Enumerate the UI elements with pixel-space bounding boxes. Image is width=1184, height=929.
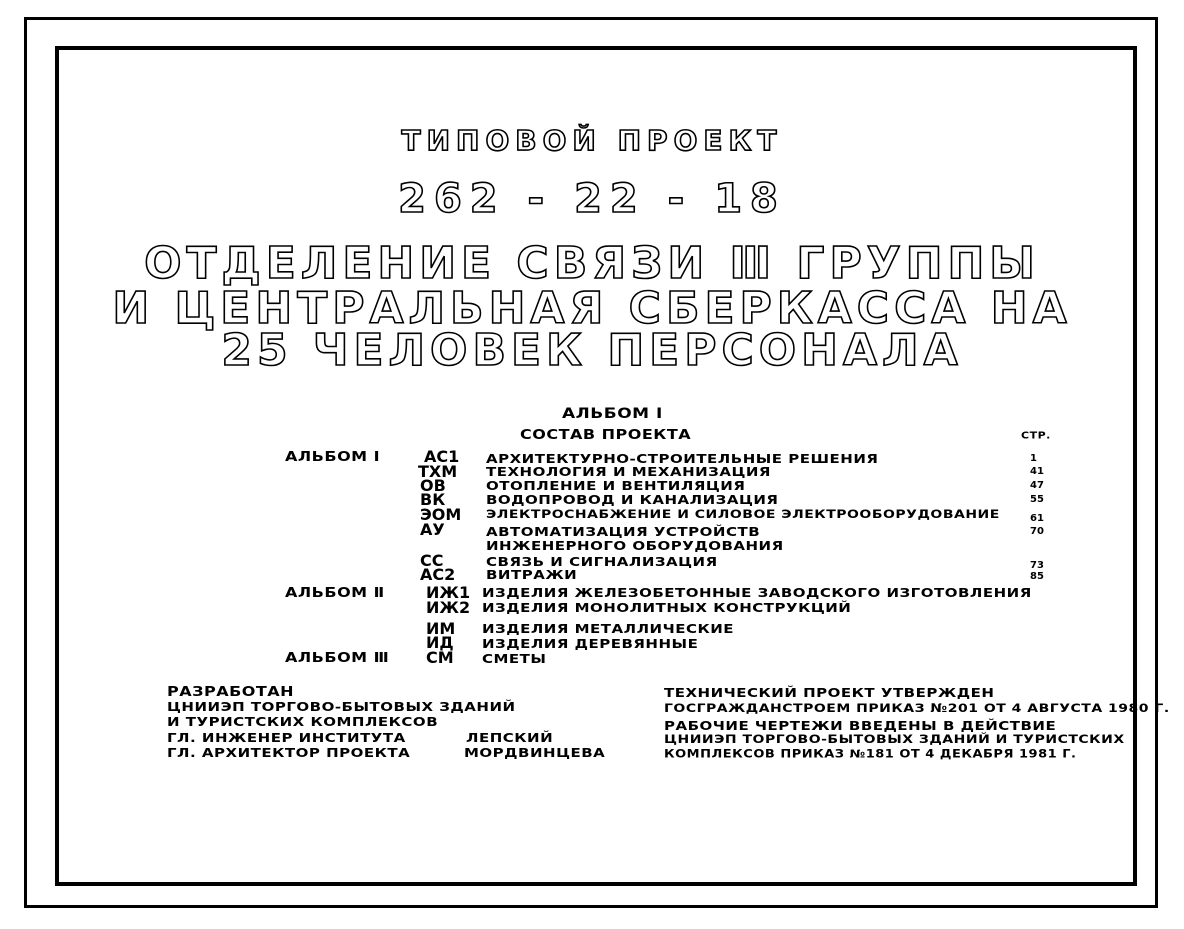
item-title: АРХИТЕКТУРНО-СТРОИТЕЛЬНЫЕ РЕШЕНИЯ xyxy=(486,451,879,467)
item-title: ЭЛЕКТРОСНАБЖЕНИЕ И СИЛОВОЕ ЭЛЕКТРООБОРУДОВАНИЕ xyxy=(486,508,1000,522)
album-label-1: АЛЬБОМ Ⅰ xyxy=(285,448,381,465)
approval-line-1: ТЕХНИЧЕСКИЙ ПРОЕКТ УТВЕРЖДЕН xyxy=(664,685,995,701)
chief-architect-role: ГЛ. АРХИТЕКТОР ПРОЕКТА xyxy=(167,745,411,761)
item-title: СМЕТЫ xyxy=(482,651,547,667)
item-title: ИЗДЕЛИЯ МЕТАЛЛИЧЕСКИЕ xyxy=(482,621,735,637)
item-title: ИНЖЕНЕРНОГО ОБОРУДОВАНИЯ xyxy=(486,538,784,554)
item-page: 85 xyxy=(1030,571,1044,582)
approval-line-3: РАБОЧИЕ ЧЕРТЕЖИ ВВЕДЕНЫ В ДЕЙСТВИЕ xyxy=(664,718,1057,734)
item-code: АС1 xyxy=(424,447,460,466)
project-title-line-2: И ЦЕНТРАЛЬНАЯ СБЕРКАССА НА xyxy=(112,283,1072,334)
item-title: СВЯЗЬ И СИГНАЛИЗАЦИЯ xyxy=(486,554,718,570)
page-column-heading: СТР. xyxy=(1021,430,1051,442)
item-page: 73 xyxy=(1030,560,1044,571)
chief-architect-name: МОРДВИНЦЕВА xyxy=(464,745,606,761)
chief-engineer-role: ГЛ. ИНЖЕНЕР ИНСТИТУТА xyxy=(167,730,406,746)
item-page: 55 xyxy=(1030,494,1044,505)
approval-line-2: ГОСГРАЖДАНСТРОЕМ ПРИКАЗ №201 ОТ 4 АВГУСТА 1980 Г. xyxy=(664,702,1170,716)
item-page: 47 xyxy=(1030,480,1044,491)
item-title: АВТОМАТИЗАЦИЯ УСТРОЙСТВ xyxy=(486,524,761,540)
item-code: СС xyxy=(420,551,444,570)
project-type-heading: ТИПОВОЙ ПРОЕКТ xyxy=(401,124,783,157)
item-page: 61 xyxy=(1030,513,1044,524)
item-code: СМ xyxy=(426,648,454,667)
item-title: ИЗДЕЛИЯ ЖЕЛЕЗОБЕТОННЫЕ ЗАВОДСКОГО ИЗГОТОВЛЕНИЯ xyxy=(482,585,1032,601)
developed-heading: РАЗРАБОТАН xyxy=(167,683,295,700)
approval-line-5: КОМПЛЕКСОВ ПРИКАЗ №181 ОТ 4 ДЕКАБРЯ 1981 Г. xyxy=(664,748,1077,761)
project-title-line-3: 25 ЧЕЛОВЕК ПЕРСОНАЛА xyxy=(221,325,963,376)
album-label-3: АЛЬБОМ Ⅲ xyxy=(285,649,390,666)
item-code: АУ xyxy=(420,520,445,539)
item-title: ВИТРАЖИ xyxy=(486,567,578,583)
item-page: 1 xyxy=(1030,453,1037,464)
item-title: ВОДОПРОВОД И КАНАЛИЗАЦИЯ xyxy=(486,492,779,508)
item-title: ИЗДЕЛИЯ МОНОЛИТНЫХ КОНСТРУКЦИЙ xyxy=(482,600,852,616)
project-number: 262 - 22 - 18 xyxy=(398,176,786,222)
item-page: 41 xyxy=(1030,466,1044,477)
item-code: ИЖ1 xyxy=(426,583,471,602)
item-code: ВК xyxy=(420,490,446,509)
item-title: ТЕХНОЛОГИЯ И МЕХАНИЗАЦИЯ xyxy=(486,464,771,480)
item-code: ТХМ xyxy=(418,462,458,481)
item-code: ЭОМ xyxy=(420,505,462,524)
item-title: ОТОПЛЕНИЕ И ВЕНТИЛЯЦИЯ xyxy=(486,478,746,494)
approval-line-4: ЦНИИЭП ТОРГОВО-БЫТОВЫХ ЗДАНИЙ И ТУРИСТСКИХ xyxy=(664,733,1125,747)
album-label-2: АЛЬБОМ Ⅱ xyxy=(285,584,385,601)
developer-org-line-2: И ТУРИСТСКИХ КОМПЛЕКСОВ xyxy=(167,714,439,730)
item-code: ИД xyxy=(426,633,454,652)
item-code: ИЖ2 xyxy=(426,598,471,617)
item-code: АС2 xyxy=(420,565,456,584)
chief-engineer-name: ЛЕПСКИЙ xyxy=(466,730,554,746)
item-title: ИЗДЕЛИЯ ДЕРЕВЯННЫЕ xyxy=(482,636,699,652)
item-page: 70 xyxy=(1030,526,1044,537)
developer-org-line-1: ЦНИИЭП ТОРГОВО-БЫТОВЫХ ЗДАНИЙ xyxy=(167,699,516,715)
composition-heading: СОСТАВ ПРОЕКТА xyxy=(520,426,692,443)
album-heading: АЛЬБОМ Ⅰ xyxy=(562,405,663,422)
item-code: ОВ xyxy=(420,476,446,495)
item-code: ИМ xyxy=(426,619,456,638)
project-title-line-1: ОТДЕЛЕНИЕ СВЯЗИ Ⅲ ГРУППЫ xyxy=(144,238,1040,289)
